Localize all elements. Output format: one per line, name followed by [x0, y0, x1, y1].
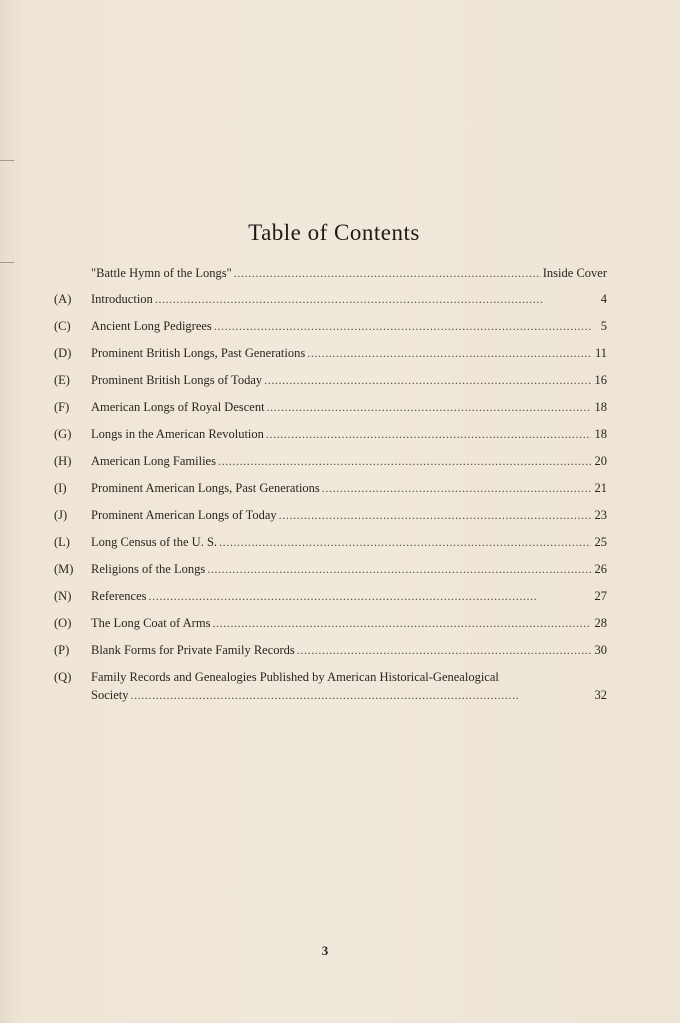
toc-entry-label: Ancient Long Pedigrees — [91, 319, 212, 333]
toc-entry-line — [91, 373, 607, 388]
toc-entry-page: 28 — [594, 616, 607, 630]
page-number: 3 — [321, 943, 329, 958]
toc-entry-code: (J) — [54, 508, 68, 522]
toc-entry-line — [91, 616, 607, 631]
toc-entry-code: (E) — [54, 373, 70, 387]
toc-entry-label: Prominent British Longs of Today — [91, 373, 263, 387]
toc-entry-label: Family Records and Genealogies Published by American Historical-Genealogical — [91, 670, 499, 684]
dot-leader — [155, 292, 591, 307]
toc-entry-label: Religions of the Longs — [91, 562, 206, 576]
toc-entry-page: 25 — [594, 535, 607, 549]
dot-leader — [264, 373, 591, 388]
toc-entry-line — [91, 481, 607, 496]
toc-entry-label: Long Census of the U. S. — [91, 535, 218, 549]
toc-entry-label: American Longs of Royal Descent — [91, 400, 265, 414]
toc-entry-page: 18 — [594, 400, 607, 414]
toc-entry-page: 30 — [594, 643, 607, 657]
dot-leader — [212, 616, 591, 631]
toc-entry-label: Prominent British Longs, Past Generations — [91, 346, 306, 360]
toc-entry-line — [91, 346, 607, 361]
dot-leader — [214, 319, 591, 334]
toc-entry-label: "Battle Hymn of the Longs" — [91, 266, 232, 280]
toc-entry-line — [91, 427, 607, 442]
page-edge-mark — [0, 160, 14, 161]
toc-entry-code: (L) — [54, 535, 70, 549]
toc-entry-code: (N) — [54, 589, 72, 603]
toc-entry-label: Prominent American Longs, Past Generations — [91, 481, 320, 495]
dot-leader — [322, 481, 591, 496]
dot-leader — [131, 688, 592, 703]
toc-entry-page: 5 — [600, 319, 607, 333]
dot-leader — [218, 454, 591, 469]
toc-entry-page: Inside Cover — [542, 266, 607, 280]
dot-leader — [219, 535, 591, 550]
toc-entry-line — [91, 535, 607, 550]
dot-leader — [149, 589, 591, 604]
toc-entry-line — [91, 508, 607, 523]
toc-entry-label: References — [91, 589, 147, 603]
toc-entry-line — [91, 400, 607, 415]
toc-entry-page: 4 — [600, 292, 607, 306]
dot-leader — [307, 346, 591, 361]
toc-entry-page: 18 — [594, 427, 607, 441]
toc-entry-code: (P) — [54, 643, 70, 657]
dot-leader — [207, 562, 591, 577]
toc-entry-code: (A) — [54, 292, 72, 306]
toc-entry-page: 26 — [594, 562, 607, 576]
toc-entry-label: Introduction — [91, 292, 153, 306]
dot-leader — [234, 266, 541, 281]
toc-entry-page: 32 — [594, 688, 607, 702]
toc-entry-code: (O) — [54, 616, 72, 630]
page-edge-mark — [0, 262, 14, 263]
toc-entry-label: The Long Coat of Arms — [91, 616, 211, 630]
toc-entry-code: (Q) — [54, 670, 72, 684]
toc-entry-page: 23 — [594, 508, 607, 522]
toc-entry-line — [91, 562, 607, 577]
dot-leader — [266, 427, 591, 442]
dot-leader — [279, 508, 591, 523]
toc-entry-line — [91, 266, 607, 281]
toc-entry-page: 11 — [594, 346, 607, 360]
toc-entry-page: 20 — [594, 454, 607, 468]
toc-entry-label: Blank Forms for Private Family Records — [91, 643, 295, 657]
toc-entry-code: (C) — [54, 319, 71, 333]
toc-entry-label: Prominent American Longs of Today — [91, 508, 277, 522]
page-title: Table of Contents — [248, 220, 420, 245]
toc-entry-line — [91, 292, 607, 307]
toc-entry-code: (D) — [54, 346, 72, 360]
toc-entry-line — [91, 688, 607, 703]
toc-entry-code: (G) — [54, 427, 72, 441]
toc-entry-line — [91, 454, 607, 469]
toc-entry-code: (H) — [54, 454, 72, 468]
dot-leader — [267, 400, 591, 415]
toc-entry-label: Society — [91, 688, 129, 702]
toc-entry-line — [91, 643, 607, 658]
toc-entry-line — [91, 319, 607, 334]
toc-entry-label: Longs in the American Revolution — [91, 427, 264, 441]
toc-entry-page: 21 — [594, 481, 607, 495]
toc-entry-page: 16 — [594, 373, 607, 387]
toc-entry-code: (I) — [54, 481, 67, 495]
toc-entry-line — [91, 589, 607, 604]
toc-entry-code: (F) — [54, 400, 70, 414]
toc-entry-label: American Long Families — [91, 454, 216, 468]
toc-entry-code: (M) — [54, 562, 74, 576]
toc-entry-page: 27 — [594, 589, 607, 603]
dot-leader — [297, 643, 591, 658]
